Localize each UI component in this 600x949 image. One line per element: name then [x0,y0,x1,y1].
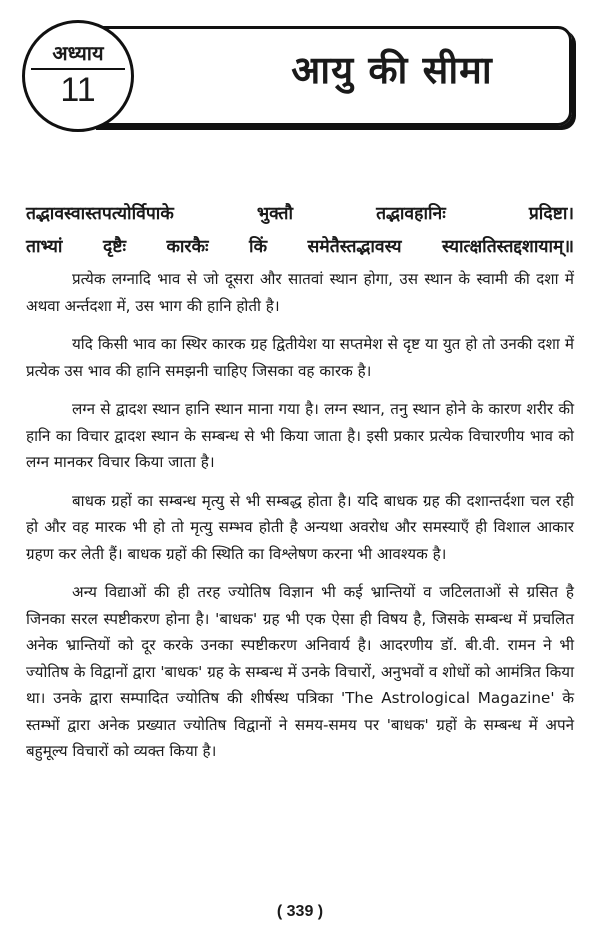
chapter-label: अध्याय [52,41,104,65]
sanskrit-verse [26,198,574,264]
paragraph-5: अन्य विद्याओं की ही तरह ज्योतिष विज्ञान भी कई भ्रान्तियों व जटिलताओं से ग्रसित है जिनका सरल स्पष्टीकरण होना है। 'बाधक' ग्रह भी एक ऐसा ही विषय है, जिसके सम्बन्ध में प्रचलित अनेक भ्रान्तियों को दूर करके उनका स्पष्टीकरण अनिवार्य है। आदरणीय डॉ. बी.वी. रामन ने भी ज्योतिष के विद्वानों द्वारा 'बाधक' ग्रह के सम्बन्ध में उनके विचारों, अनुभवों व शोधों को आमंत्रित किया था। उनके द्वारा सम्पादित ज्योतिष की शीर्षस्थ पत्रिका 'The Astrological Magazine' के स्तम्भों द्वारा अनेक प्रख्यात ज्योतिष विद्वानों ने समय-समय पर 'बाधक' ग्रहों के सम्बन्ध में अपने बहुमूल्य विचारों को व्यक्त किया है। [26,583,574,760]
chapter-number: 11 [60,71,96,109]
verse-line-2: ताभ्यां दृष्टैः कारकैः किं समेतैस्तद्भावस्य स्यात्क्षतिस्तद्दशायाम्॥ [26,237,574,257]
chapter-title-box [92,26,572,126]
paragraph-1: प्रत्येक लग्नादि भाव से जो दूसरा और सातवां स्थान होगा, उस स्थान के स्वामी की दशा में अथवा अर्न्तदशा में, उस भाग की हानि होती है। [26,270,574,315]
paragraph-4: बाधक ग्रहों का सम्बन्ध मृत्यु से भी सम्बद्ध होता है। यदि बाधक ग्रह की दशान्तर्दशा चल रही हो और वह मारक भी हो तो मृत्यु सम्भव होती है अन्यथा अवरोध और समस्याएँ ही विशाल आकार ग्रहण कर लेती हैं। बाधक ग्रहों की स्थिति का विश्लेषण करना भी आवश्यक है। [26,491,574,563]
paragraph-2: यदि किसी भाव का स्थिर कारक ग्रह द्वितीयेश या सप्तमेश से दृष्ट या युत हो तो उनकी दशा में प्रत्येक उस भाव की हानि समझनी चाहिए जिसका वह कारक है। [26,335,574,380]
paragraph-3: लग्न से द्वादश स्थान हानि स्थान माना गया है। लग्न स्थान, तनु स्थान होने के कारण शरीर की हानि का विचार द्वादश स्थान के सम्बन्ध से भी किया जाता है। इसी प्रकार प्रत्येक विचारणीय भाव को लग्न मानकर विचार किया जाता है। [26,400,574,471]
verse-line-1: तद्भावस्वास्तपत्योर्विपाके भुक्तौ तद्भावहानिः प्रदिष्टा। [26,204,574,224]
page-number: ( 339 ) [276,903,324,920]
chapter-title: आयु की सीमा [291,48,493,92]
chapter-header [22,20,580,138]
chapter-badge [22,20,134,132]
body-text [26,266,574,777]
